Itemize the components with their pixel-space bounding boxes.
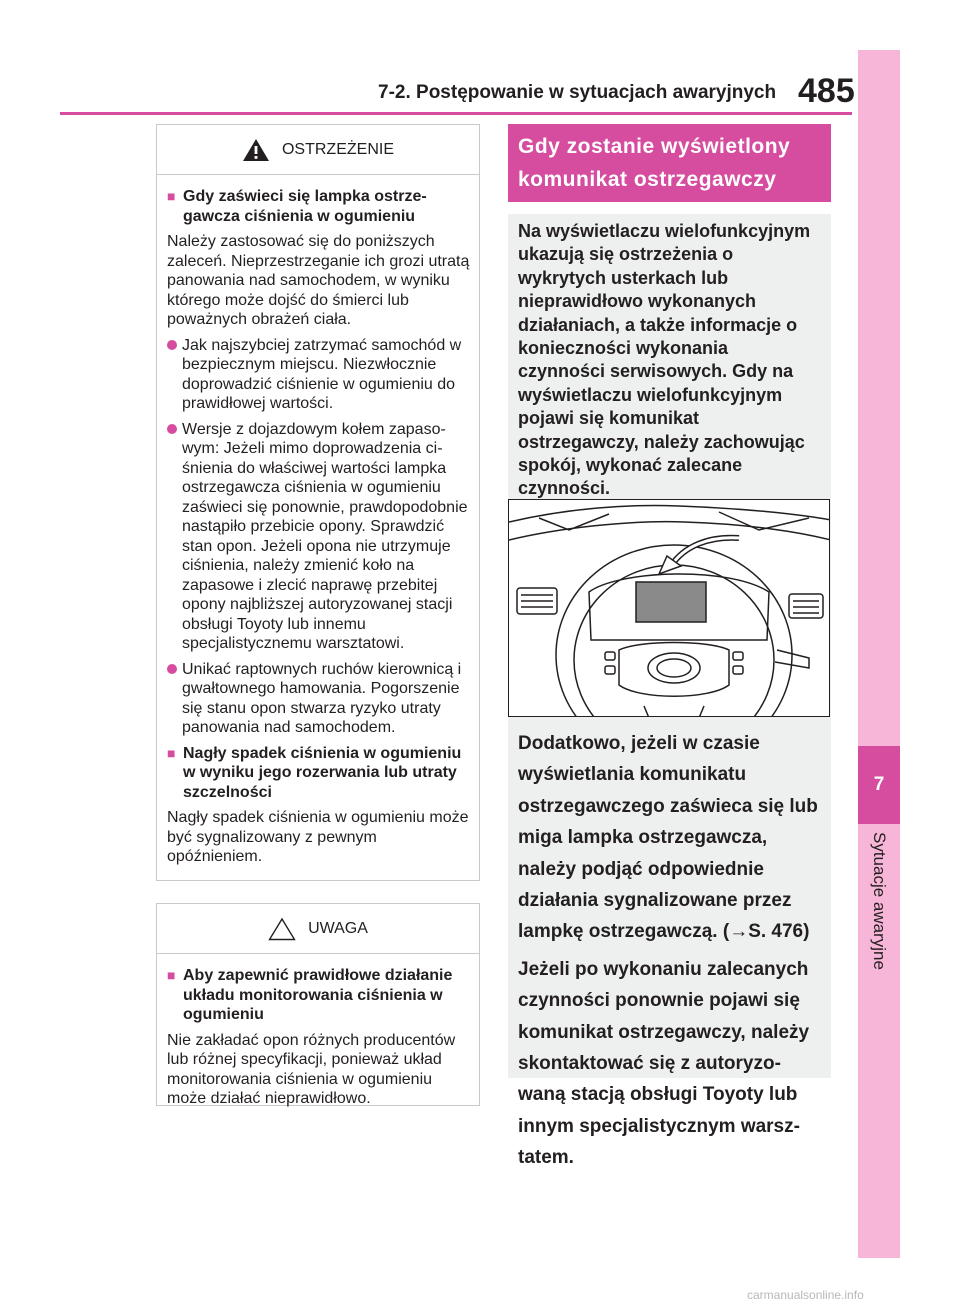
list-item: Wersje z dojazdowym kołem zapasowym: Jeżeli mimo doprowadzenia ciśnienia do właściwej wartości lampka ostrzegawcza ciśnienia w ogumieniu zaświeci się ponownie, prawdopodobnie nastąpiło przebicie opony. Sprawdzić stan opon. Jeżeli opona nie utrzymuje ciśnienia, należy zmienić koło na zapasowe i zlecić naprawę przebitej opony najbliższej autoryzowanej stacji obsługi Toyoty lub innemu specjalistycznemu warsztatowi. [167, 420, 472, 654]
warning-heading: ■ Gdy zaświeci się lampka ostrzegawcza ciśnienia w ogumieniu [167, 188, 427, 225]
notice-box [156, 903, 480, 1106]
warning-heading: ■ Nagły spadek ciśnienia w ogumieniu w wyniku jego rozerwania lub utraty szczelności [167, 744, 462, 801]
warning-box-header [157, 125, 479, 175]
warning-paragraph: Należy zastosować się do poniższych zaleceń. Nieprzestrzeganie ich grozi utratą panowania nad samochodem, w wyniku którego może dojść do śmierci lub poważnych obrażeń ciała. [167, 233, 470, 328]
intro-paragraph: Na wyświetlaczu wielofunkcyjnym ukazują się ostrzeżenia o wykrytych usterkach lub nieprawidłowo wykonanych działaniach, a także informacje o konieczności wykonania czynności serwisowych. Gdy na wyświetlaczu wielofunkcyjnym pojawi się komunikat ostrzegawczy, należy zachowując spokój, wykonać zalecane czynności. [518, 221, 811, 499]
list-item: Unikać raptownych ruchów kierownicą i gwałtownego hamowania. Pogorszenie się stanu opon stwarza ryzyko utraty panowania nad samochodem. [167, 660, 472, 738]
notice-paragraph: Nie zakładać opon różnych producentów lub różnej specyfikacji, ponieważ układ monitorowania ciśnienia w ogumieniu może działać nieprawidłowo. [167, 1031, 456, 1107]
chapter-side-tab [858, 50, 900, 1258]
square-bullet-icon: ■ [167, 744, 176, 761]
notice-box-header [157, 904, 479, 954]
chapter-title: Sytuacje awaryjne [870, 832, 889, 970]
page-number: 485 [798, 72, 855, 110]
section-title: 7-2. Postępowanie w sytuacjach awaryjnych [378, 82, 777, 103]
list-item: Jak najszybciej zatrzymać samochód w bezpiecznym miejscu. Niezwłocznie doprowadzić ciśnienie w ogumieniu do prawidłowej wartości. [167, 336, 472, 414]
header-rule [60, 112, 852, 115]
square-bullet-icon: ■ [167, 967, 176, 983]
contact-service-paragraph: Jeżeli po wykonaniu zalecanych czynności ponownie pojawi się komunikat ostrzegawczy, należy skontaktować się z autoryzowaną stacją obsługi Toyoty lub innym specjalistycznym warsztatem. [518, 958, 810, 1169]
warning-box-title: OSTRZEŻENIE [281, 140, 394, 158]
after-illustration-text [518, 728, 818, 1180]
warning-box [156, 124, 480, 881]
caution-outline-icon [268, 917, 296, 941]
warning-paragraph: Nagły spadek ciśnienia w ogumieniu może być sygnalizowany z pewnym opóźnieniem. [167, 809, 469, 865]
bullet-dot-icon [167, 340, 182, 351]
bullet-dot-icon [167, 664, 182, 675]
warning-triangle-icon [242, 138, 270, 162]
section-heading-banner: Gdy zostanie wyświetlony komunikat ostrzegawczy [508, 124, 831, 202]
notice-box-title: UWAGA [308, 919, 368, 937]
notice-heading: ■ Aby zapewnić prawidłowe działanie układu monitorowania ciśnienia w ogumieniu [167, 967, 453, 1023]
watermark: carmanualsonline.info [747, 1288, 864, 1302]
chapter-number: 7 [858, 746, 900, 824]
steering-wheel-display-illustration [509, 500, 830, 717]
bullet-dot-icon [167, 424, 182, 435]
square-bullet-icon: ■ [167, 188, 176, 204]
dashboard-illustration [508, 499, 830, 717]
additional-info-paragraph: Dodatkowo, jeżeli w czasie wyświetlania komunikatu ostrzegawczego zaświeca się lub miga lampka ostrzegawcza, należy podjąć odpowiednie działania sygnalizowane przez lampkę ostrzegawczą. (→S. 476) [518, 733, 818, 943]
